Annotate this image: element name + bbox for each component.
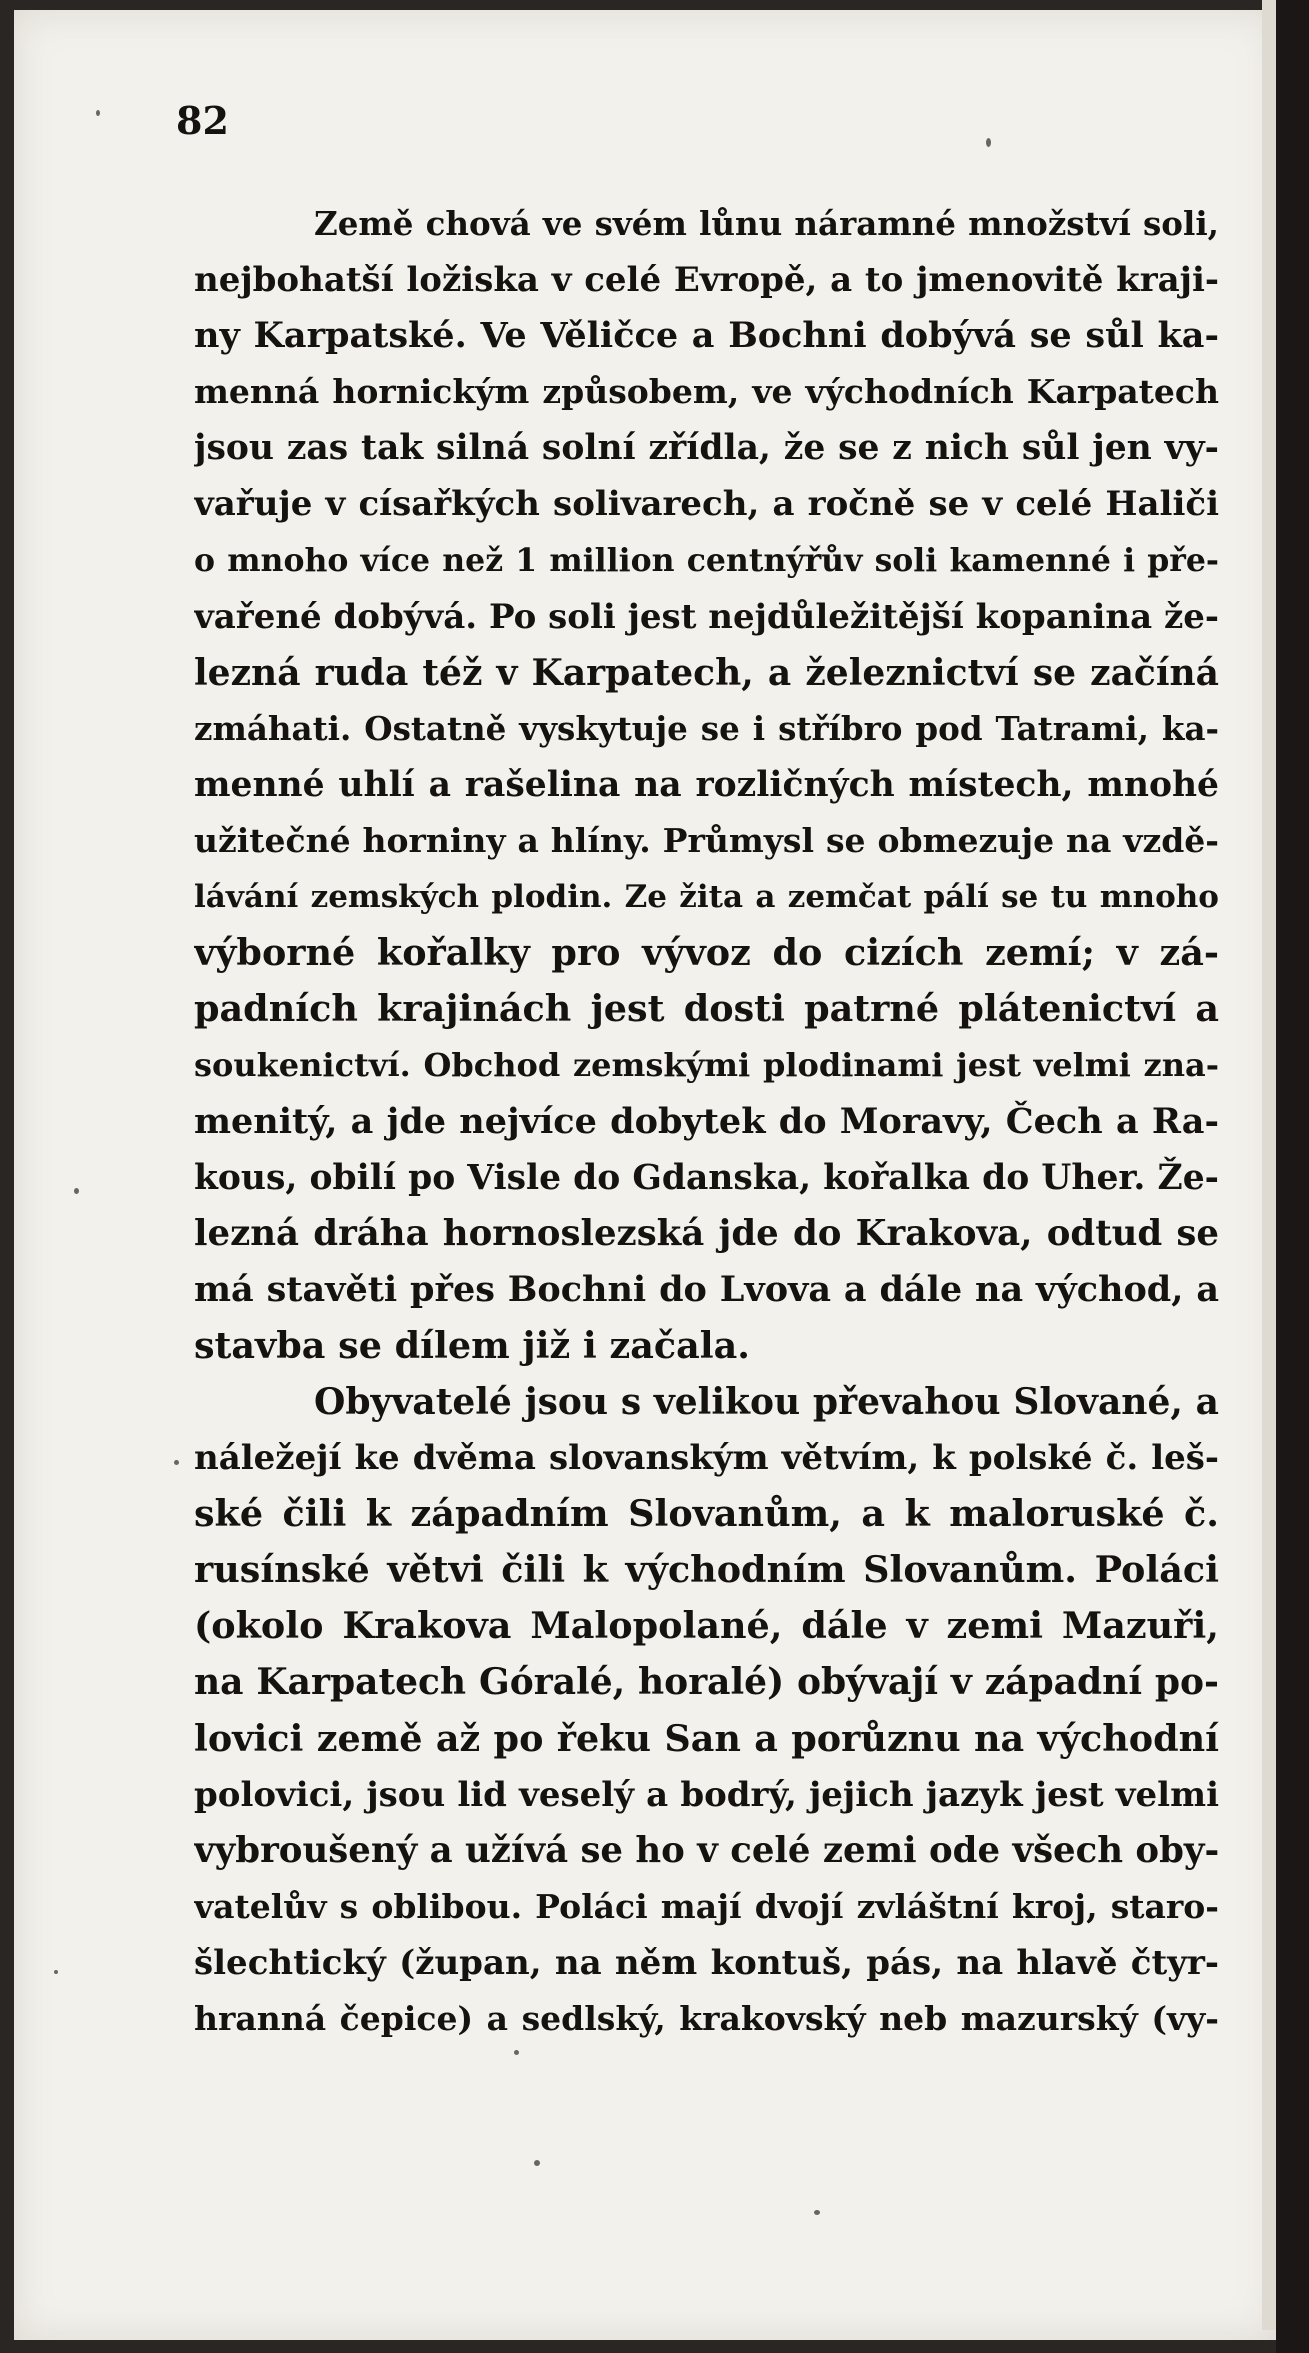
text-line: vařuje v císařkých solivarech, a ročně se v celé Haliči xyxy=(194,484,1219,525)
page-edge xyxy=(1262,0,1276,2330)
text-line: soukenictví. Obchod zemskými plodinami jest velmi zna- xyxy=(194,1046,1219,1085)
text-line: o mnoho více než 1 million centnýřův soli kamenné i pře- xyxy=(194,541,1219,579)
text-line: lezná dráha hornoslezská jde do Krakova, odtud se xyxy=(194,1212,1219,1254)
text-line: vařené dobývá. Po soli jest nejdůležitější kopanina že- xyxy=(194,596,1219,637)
page-number: 82 xyxy=(176,98,229,143)
text-line: stavba se dílem již i začala. xyxy=(194,1323,750,1367)
text-line: Obyvatelé jsou s velikou převahou Slované, a xyxy=(314,1380,1219,1423)
text-line: ské čili k západním Slovanům, a k maloruské č. xyxy=(194,1492,1219,1536)
text-line: Země chová ve svém lůnu náramné množství soli, xyxy=(314,204,1219,243)
text-line: polovici, jsou lid veselý a bodrý, jejich jazyk jest velmi xyxy=(194,1774,1219,1815)
text-line: lovici země až po řeku San a porůznu na východní xyxy=(194,1716,1219,1760)
text-line: hranná čepice) a sedlský, krakovský neb mazurský (vy- xyxy=(194,1999,1219,2038)
text-line: zmáhati. Ostatně vyskytuje se i stříbro pod Tatrami, ka- xyxy=(194,708,1219,748)
text-line: padních krajinách jest dosti patrné plátenictví a xyxy=(194,987,1219,1031)
paper-speck xyxy=(814,2210,820,2215)
text-line: menné uhlí a rašelina na rozličných místech, mnohé xyxy=(194,764,1219,805)
book-page xyxy=(14,10,1276,2340)
text-line: výborné kořalky pro vývoz do cizích zemí; v zá- xyxy=(194,931,1219,975)
scan-border xyxy=(1276,0,1309,2353)
paper-speck xyxy=(514,2050,519,2055)
text-line: lávání zemských plodin. Ze žita a zemčat pálí se tu mnoho xyxy=(194,879,1219,916)
text-line: (okolo Krakova Malopolané, dále v zemi Mazuři, xyxy=(194,1604,1219,1648)
text-line: náležejí ke dvěma slovanským větvím, k polské č. leš- xyxy=(194,1438,1219,1479)
paper-speck xyxy=(174,1460,179,1465)
text-line: rusínské větvi čili k východním Slovanům. Poláci xyxy=(194,1548,1219,1592)
body-text xyxy=(194,196,1219,2047)
text-line: jsou zas tak silná solní zřídla, že se z nich sůl jen vy- xyxy=(194,428,1219,469)
text-line: menitý, a jde nejvíce dobytek do Moravy, Čech a Ra- xyxy=(194,1100,1219,1142)
text-line: vatelův s oblibou. Poláci mají dvojí zvláštní kroj, staro- xyxy=(194,1886,1219,1926)
text-line: na Karpatech Góralé, horalé) obývají v západní po- xyxy=(194,1661,1219,1704)
text-line: nejbohatší ložiska v celé Evropě, a to jmenovitě kraji- xyxy=(194,260,1219,301)
text-line: vybroušený a užívá se ho v celé zemi ode všech oby- xyxy=(194,1829,1219,1871)
paper-speck xyxy=(96,110,100,116)
paper-speck xyxy=(74,1188,79,1194)
text-line: kous, obilí po Visle do Gdanska, kořalka do Uher. Že- xyxy=(194,1157,1219,1198)
text-line: ny Karpatské. Ve Věličce a Bochni dobývá se sůl ka- xyxy=(194,315,1219,357)
paper-speck xyxy=(54,1970,58,1974)
text-line: má stavěti přes Bochni do Lvova a dále na východ, a xyxy=(194,1268,1219,1310)
paper-speck xyxy=(986,138,991,147)
paper-speck xyxy=(534,2160,540,2166)
text-line: šlechtický (župan, na něm kontuš, pás, na hlavě čtyr- xyxy=(194,1942,1219,1983)
text-line: menná hornickým způsobem, ve východních Karpatech xyxy=(194,372,1219,412)
text-line: lezná ruda též v Karpatech, a železnictví se začíná xyxy=(194,651,1219,694)
text-line: užitečné horniny a hlíny. Průmysl se obmezuje na vzdě- xyxy=(194,821,1219,861)
